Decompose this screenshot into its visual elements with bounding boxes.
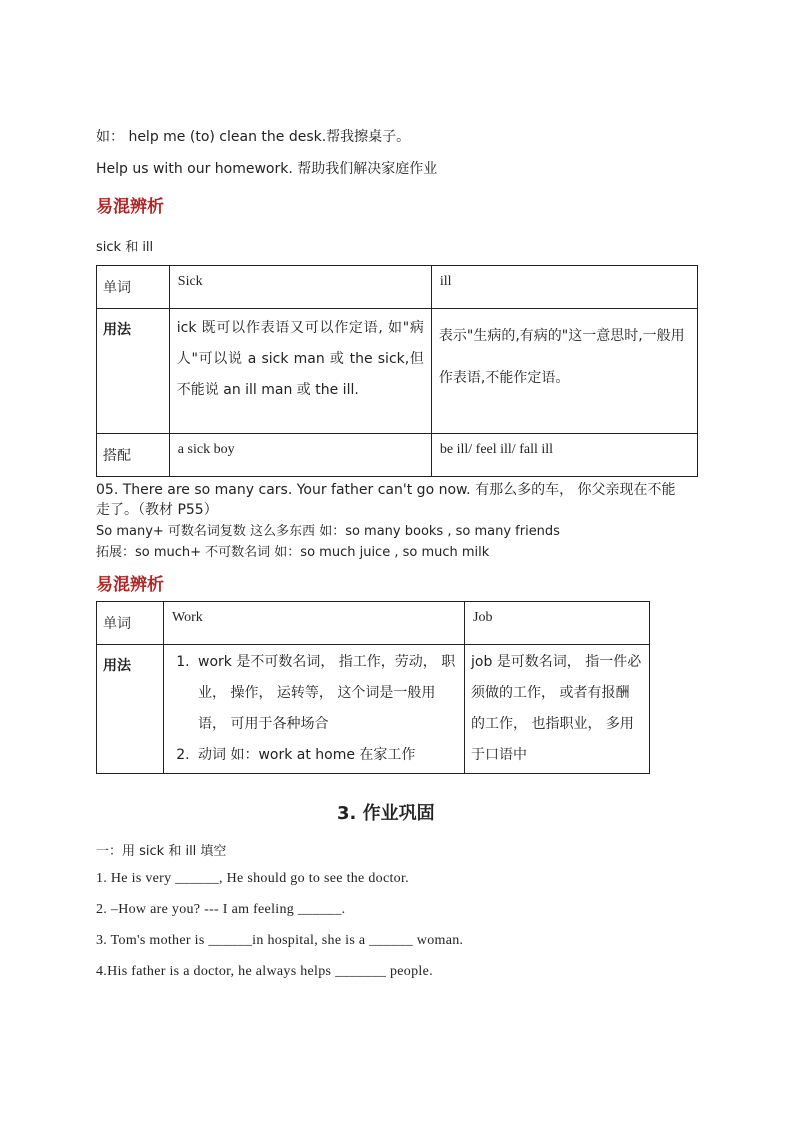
work-usage-list bbox=[164, 645, 464, 773]
table-header-row bbox=[97, 602, 650, 645]
header-word-label: 单词 bbox=[103, 280, 131, 296]
table-cell bbox=[164, 602, 465, 645]
section-heading-confusables-2: 易混辨析 bbox=[96, 575, 164, 595]
table-cell bbox=[169, 434, 431, 477]
point-05-line-2: 走了。（教材 P55） bbox=[96, 502, 218, 518]
table-cell bbox=[97, 602, 164, 645]
sick-ill-table bbox=[96, 265, 698, 477]
list-item: 2. 动词 如：work at home 在家工作 bbox=[194, 740, 458, 771]
exercise-item-3: 3. Tom's mother is ______in hospital, she is a ______ woman. bbox=[96, 933, 464, 948]
work-job-table bbox=[96, 601, 650, 774]
usage-label: 用法 bbox=[103, 658, 131, 674]
table-cell bbox=[97, 266, 170, 309]
usage-label: 用法 bbox=[103, 322, 131, 338]
table-row-usage bbox=[97, 309, 698, 434]
section-3-title: 3. 作业巩固 bbox=[337, 803, 435, 824]
table-cell bbox=[97, 645, 164, 774]
table-row-collocation bbox=[97, 434, 698, 477]
point-05-line-1: 05. There are so many cars. Your father can't go now. 有那么多的车， 你父亲现在不能 bbox=[96, 482, 676, 498]
exercise-item-4: 4.His father is a doctor, he always helps _______ people. bbox=[96, 964, 433, 979]
exercise-instruction: 一：用 sick 和 ill 填空 bbox=[96, 844, 227, 859]
table-cell bbox=[465, 645, 650, 774]
job-usage-text: job 是可数名词， 指一件必须做的工作， 或者有报酬的工作， 也指职业， 多用于口语中 bbox=[471, 654, 642, 763]
table-row-usage bbox=[97, 645, 650, 774]
header-job-label: Job bbox=[473, 610, 493, 625]
table-cell bbox=[465, 602, 650, 645]
table-cell bbox=[169, 266, 431, 309]
point-05-line-4: 拓展：so much+ 不可数名词 如：so much juice , so much milk bbox=[96, 545, 490, 560]
ill-usage-text: 表示"生病的,有病的"这一意思时,一般用作表语,不能作定语。 bbox=[438, 328, 685, 386]
header-word-label: 单词 bbox=[103, 616, 131, 632]
table-cell bbox=[431, 434, 697, 477]
table-cell bbox=[97, 434, 170, 477]
table-cell bbox=[97, 309, 170, 434]
exercise-item-2: 2. –How are you? --- I am feeling ______. bbox=[96, 902, 346, 917]
table-cell bbox=[431, 309, 697, 434]
table-cell bbox=[169, 309, 431, 434]
example-line-2: Help us with our homework. 帮助我们解决家庭作业 bbox=[96, 161, 438, 177]
collocation-label: 搭配 bbox=[103, 448, 131, 464]
sick-usage-text: ick 既可以作表语又可以作定语, 如"病人"可以说 a sick man 或 the sick,但不能说 an ill man 或 the ill. bbox=[176, 320, 424, 398]
header-sick-label: Sick bbox=[177, 274, 203, 289]
point-05-line-3: So many+ 可数名词复数 这么多东西 如：so many books , so many friends bbox=[96, 524, 560, 539]
sick-collocation-text: a sick boy bbox=[177, 442, 235, 457]
ill-collocation-text: be ill/ feel ill/ fall ill bbox=[439, 442, 554, 457]
table-header-row bbox=[97, 266, 698, 309]
section-subtitle-sick-ill: sick 和 ill bbox=[96, 240, 154, 255]
exercise-item-1: 1. He is very ______, He should go to see the doctor. bbox=[96, 871, 409, 886]
table-cell bbox=[164, 645, 465, 774]
example-line-1: 如： help me (to) clean the desk.帮我擦桌子。 bbox=[96, 129, 411, 145]
section-heading-confusables: 易混辨析 bbox=[96, 197, 164, 217]
table-cell bbox=[431, 266, 697, 309]
header-work-label: Work bbox=[172, 610, 203, 625]
header-ill-label: ill bbox=[439, 274, 452, 289]
list-item: 1. work 是不可数名词， 指工作，劳动， 职业， 操作， 运转等， 这个词是一般用语， 可用于各种场合 bbox=[194, 647, 458, 740]
